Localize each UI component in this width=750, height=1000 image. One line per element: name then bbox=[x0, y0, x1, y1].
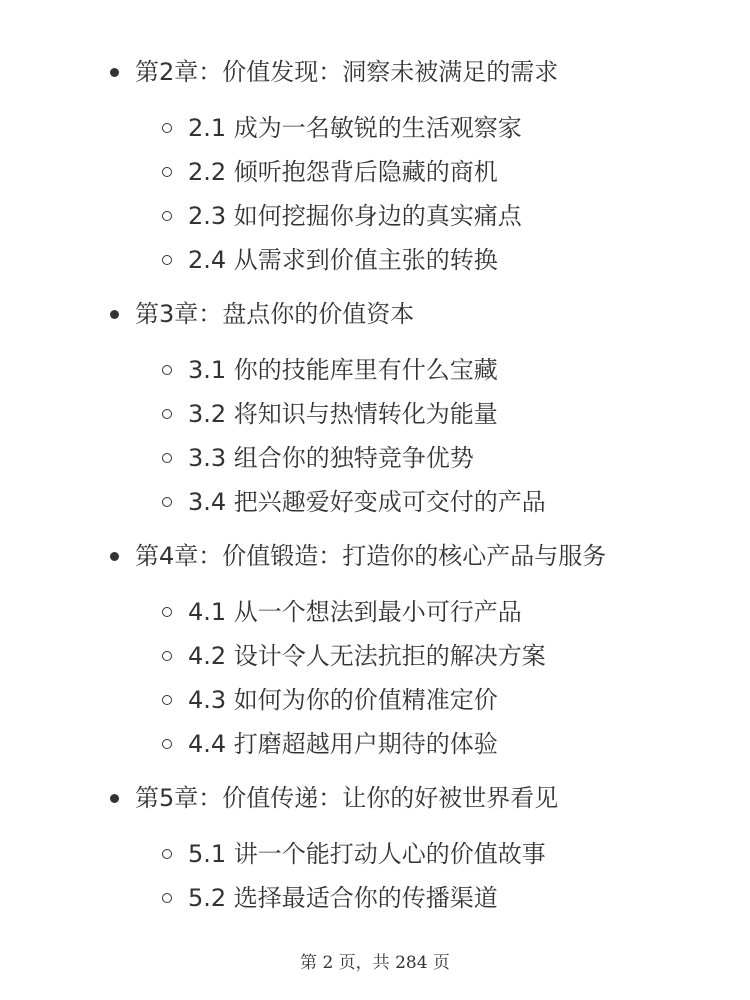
bullet-circle-icon bbox=[162, 365, 172, 375]
list-item bbox=[0, 348, 750, 392]
list-item bbox=[0, 876, 750, 920]
section-list bbox=[0, 106, 750, 282]
section-title: 4.2 设计令人无法抗拒的解决方案 bbox=[188, 642, 546, 670]
chapter-title: 第3章：盘点你的价值资本 bbox=[135, 300, 415, 328]
bullet-circle-icon bbox=[162, 849, 172, 859]
list-item bbox=[0, 194, 750, 238]
section-title: 5.1 讲一个能打动人心的价值故事 bbox=[188, 840, 546, 868]
section-list bbox=[0, 348, 750, 524]
bullet-circle-icon bbox=[162, 167, 172, 177]
section-title: 2.1 成为一名敏锐的生活观察家 bbox=[188, 114, 522, 142]
bullet-circle-icon bbox=[162, 651, 172, 661]
section-list bbox=[0, 832, 750, 920]
list-item bbox=[0, 634, 750, 678]
chapter-5 bbox=[0, 776, 750, 920]
list-item bbox=[0, 392, 750, 436]
chapter-4 bbox=[0, 534, 750, 766]
section-title: 2.4 从需求到价值主张的转换 bbox=[188, 246, 498, 274]
section-title: 3.4 把兴趣爱好变成可交付的产品 bbox=[188, 488, 546, 516]
bullet-circle-icon bbox=[162, 255, 172, 265]
section-list bbox=[0, 590, 750, 766]
list-item bbox=[0, 436, 750, 480]
section-title: 3.3 组合你的独特竞争优势 bbox=[188, 444, 474, 472]
list-item bbox=[0, 722, 750, 766]
bullet-dot-icon bbox=[110, 794, 119, 803]
list-item bbox=[0, 106, 750, 150]
bullet-dot-icon bbox=[110, 552, 119, 561]
section-title: 2.2 倾听抱怨背后隐藏的商机 bbox=[188, 158, 498, 186]
chapter-heading bbox=[0, 776, 750, 820]
bullet-dot-icon bbox=[110, 68, 119, 77]
bullet-circle-icon bbox=[162, 893, 172, 903]
section-title: 5.2 选择最适合你的传播渠道 bbox=[188, 884, 498, 912]
bullet-circle-icon bbox=[162, 607, 172, 617]
bullet-circle-icon bbox=[162, 123, 172, 133]
chapter-2 bbox=[0, 50, 750, 282]
chapter-heading bbox=[0, 292, 750, 336]
section-title: 4.4 打磨超越用户期待的体验 bbox=[188, 730, 498, 758]
list-item bbox=[0, 590, 750, 634]
bullet-circle-icon bbox=[162, 211, 172, 221]
list-item bbox=[0, 678, 750, 722]
chapter-title: 第4章：价值锻造：打造你的核心产品与服务 bbox=[135, 542, 607, 570]
section-title: 3.1 你的技能库里有什么宝藏 bbox=[188, 356, 498, 384]
chapter-title: 第2章：价值发现：洞察未被满足的需求 bbox=[135, 58, 559, 86]
bullet-circle-icon bbox=[162, 453, 172, 463]
chapter-heading bbox=[0, 50, 750, 94]
bullet-circle-icon bbox=[162, 497, 172, 507]
list-item bbox=[0, 480, 750, 524]
chapter-title: 第5章：价值传递：让你的好被世界看见 bbox=[135, 784, 559, 812]
list-item bbox=[0, 150, 750, 194]
list-item bbox=[0, 832, 750, 876]
section-title: 4.1 从一个想法到最小可行产品 bbox=[188, 598, 522, 626]
table-of-contents bbox=[0, 50, 750, 930]
bullet-circle-icon bbox=[162, 409, 172, 419]
chapter-heading bbox=[0, 534, 750, 578]
list-item bbox=[0, 238, 750, 282]
bullet-circle-icon bbox=[162, 739, 172, 749]
page-number-footer: 第 2 页，共 284 页 bbox=[300, 953, 450, 973]
section-title: 2.3 如何挖掘你身边的真实痛点 bbox=[188, 202, 522, 230]
bullet-dot-icon bbox=[110, 310, 119, 319]
section-title: 4.3 如何为你的价值精准定价 bbox=[188, 686, 498, 714]
chapter-3 bbox=[0, 292, 750, 524]
section-title: 3.2 将知识与热情转化为能量 bbox=[188, 400, 498, 428]
bullet-circle-icon bbox=[162, 695, 172, 705]
